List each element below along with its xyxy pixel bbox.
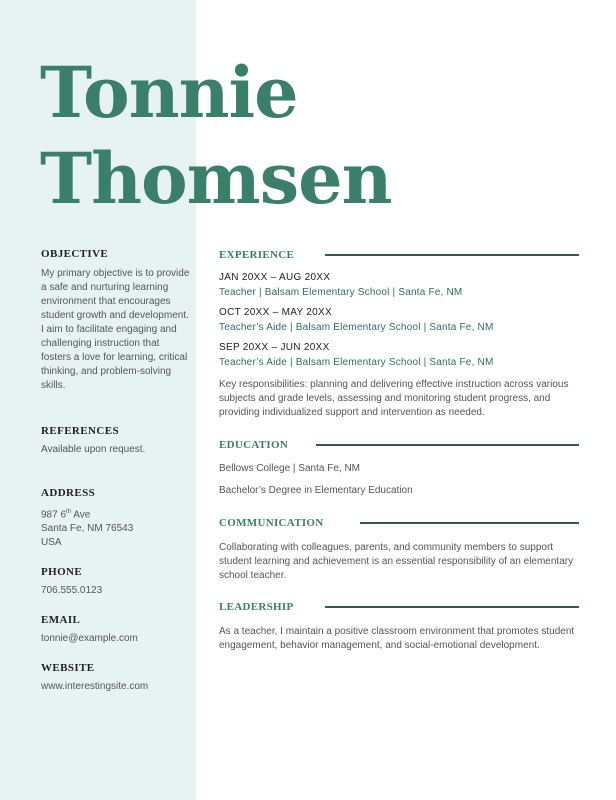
job-item <box>219 272 579 298</box>
communication-rule <box>360 522 579 524</box>
communication-section <box>219 516 579 583</box>
sidebar <box>41 248 191 694</box>
phone-heading: PHONE <box>41 566 83 579</box>
references-text: Available upon request. <box>41 444 146 455</box>
references-heading: REFERENCES <box>41 425 119 437</box>
website-section <box>41 662 191 694</box>
job-dates: OCT 20XX – MAY 20XX <box>219 307 332 318</box>
address-heading: ADDRESS <box>41 487 96 499</box>
objective-heading: OBJECTIVE <box>41 248 109 260</box>
leadership-text: As a teacher, I maintain a positive classroom environment that promotes student engagement, behavior management, and social-emotional development. <box>219 626 575 651</box>
education-heading: EDUCATION <box>219 439 289 451</box>
job-dates: SEP 20XX – JUN 20XX <box>219 342 330 353</box>
leadership-section <box>219 600 579 653</box>
communication-text: Collaborating with colleagues, parents, and community members to support student learning and achievement is an essential responsibility of an elementary school teacher. <box>219 542 574 581</box>
education-school: Bellows College | Santa Fe, NM <box>219 463 360 474</box>
first-name: Tonnie <box>40 51 298 134</box>
communication-header <box>219 516 579 530</box>
leadership-header <box>219 600 579 614</box>
experience-section <box>219 248 579 420</box>
job-role: Teacher | Balsam Elementary School | Santa Fe, NM <box>219 287 463 298</box>
address-country: USA <box>41 537 62 549</box>
website-link[interactable]: www.interestingsite.com <box>41 681 149 693</box>
website-heading: WEBSITE <box>41 662 95 675</box>
education-header <box>219 438 579 452</box>
experience-heading: EXPERIENCE <box>219 249 295 261</box>
education-degree: Bachelor’s Degree in Elementary Education <box>219 485 413 496</box>
resume-name <box>40 50 392 222</box>
phone-text: 706.555.0123 <box>41 585 103 597</box>
objective-text: My primary objective is to provide a safe and nurturing learning environment that encourages student growth and development. I aim to facilitate engaging and challenging instruction that fosters a love for learning, critical thinking, and problem-solving skills. <box>41 268 190 391</box>
experience-responsibilities: Key responsibilities: planning and delivering effective instruction across various subjects and grade levels, assessing and monitoring student progress, and providing individualized support and intervention as needed. <box>219 379 569 418</box>
education-section <box>219 438 579 498</box>
address-street: 987 6th Ave <box>41 509 91 521</box>
job-role: Teacher’s Aide | Balsam Elementary School | Santa Fe, NM <box>219 322 494 333</box>
email-section <box>41 614 191 646</box>
email-heading: EMAIL <box>41 614 81 627</box>
phone-section <box>41 566 191 598</box>
address-city: Santa Fe, NM 76543 <box>41 523 134 535</box>
email-link[interactable]: tonnie@example.com <box>41 633 138 645</box>
address-text <box>41 505 191 550</box>
job-dates: JAN 20XX – AUG 20XX <box>219 272 331 283</box>
experience-rule <box>325 254 579 256</box>
job-item <box>219 342 579 368</box>
job-item <box>219 307 579 333</box>
education-rule <box>316 444 579 446</box>
main-content <box>219 248 579 653</box>
objective-section <box>41 248 191 393</box>
leadership-heading: LEADERSHIP <box>219 601 294 613</box>
leadership-rule <box>325 606 579 608</box>
references-section <box>41 425 191 457</box>
address-section <box>41 487 191 550</box>
last-name: Thomsen <box>40 137 392 220</box>
experience-header <box>219 248 579 262</box>
job-role: Teacher’s Aide | Balsam Elementary School | Santa Fe, NM <box>219 357 494 368</box>
communication-heading: COMMUNICATION <box>219 517 324 529</box>
